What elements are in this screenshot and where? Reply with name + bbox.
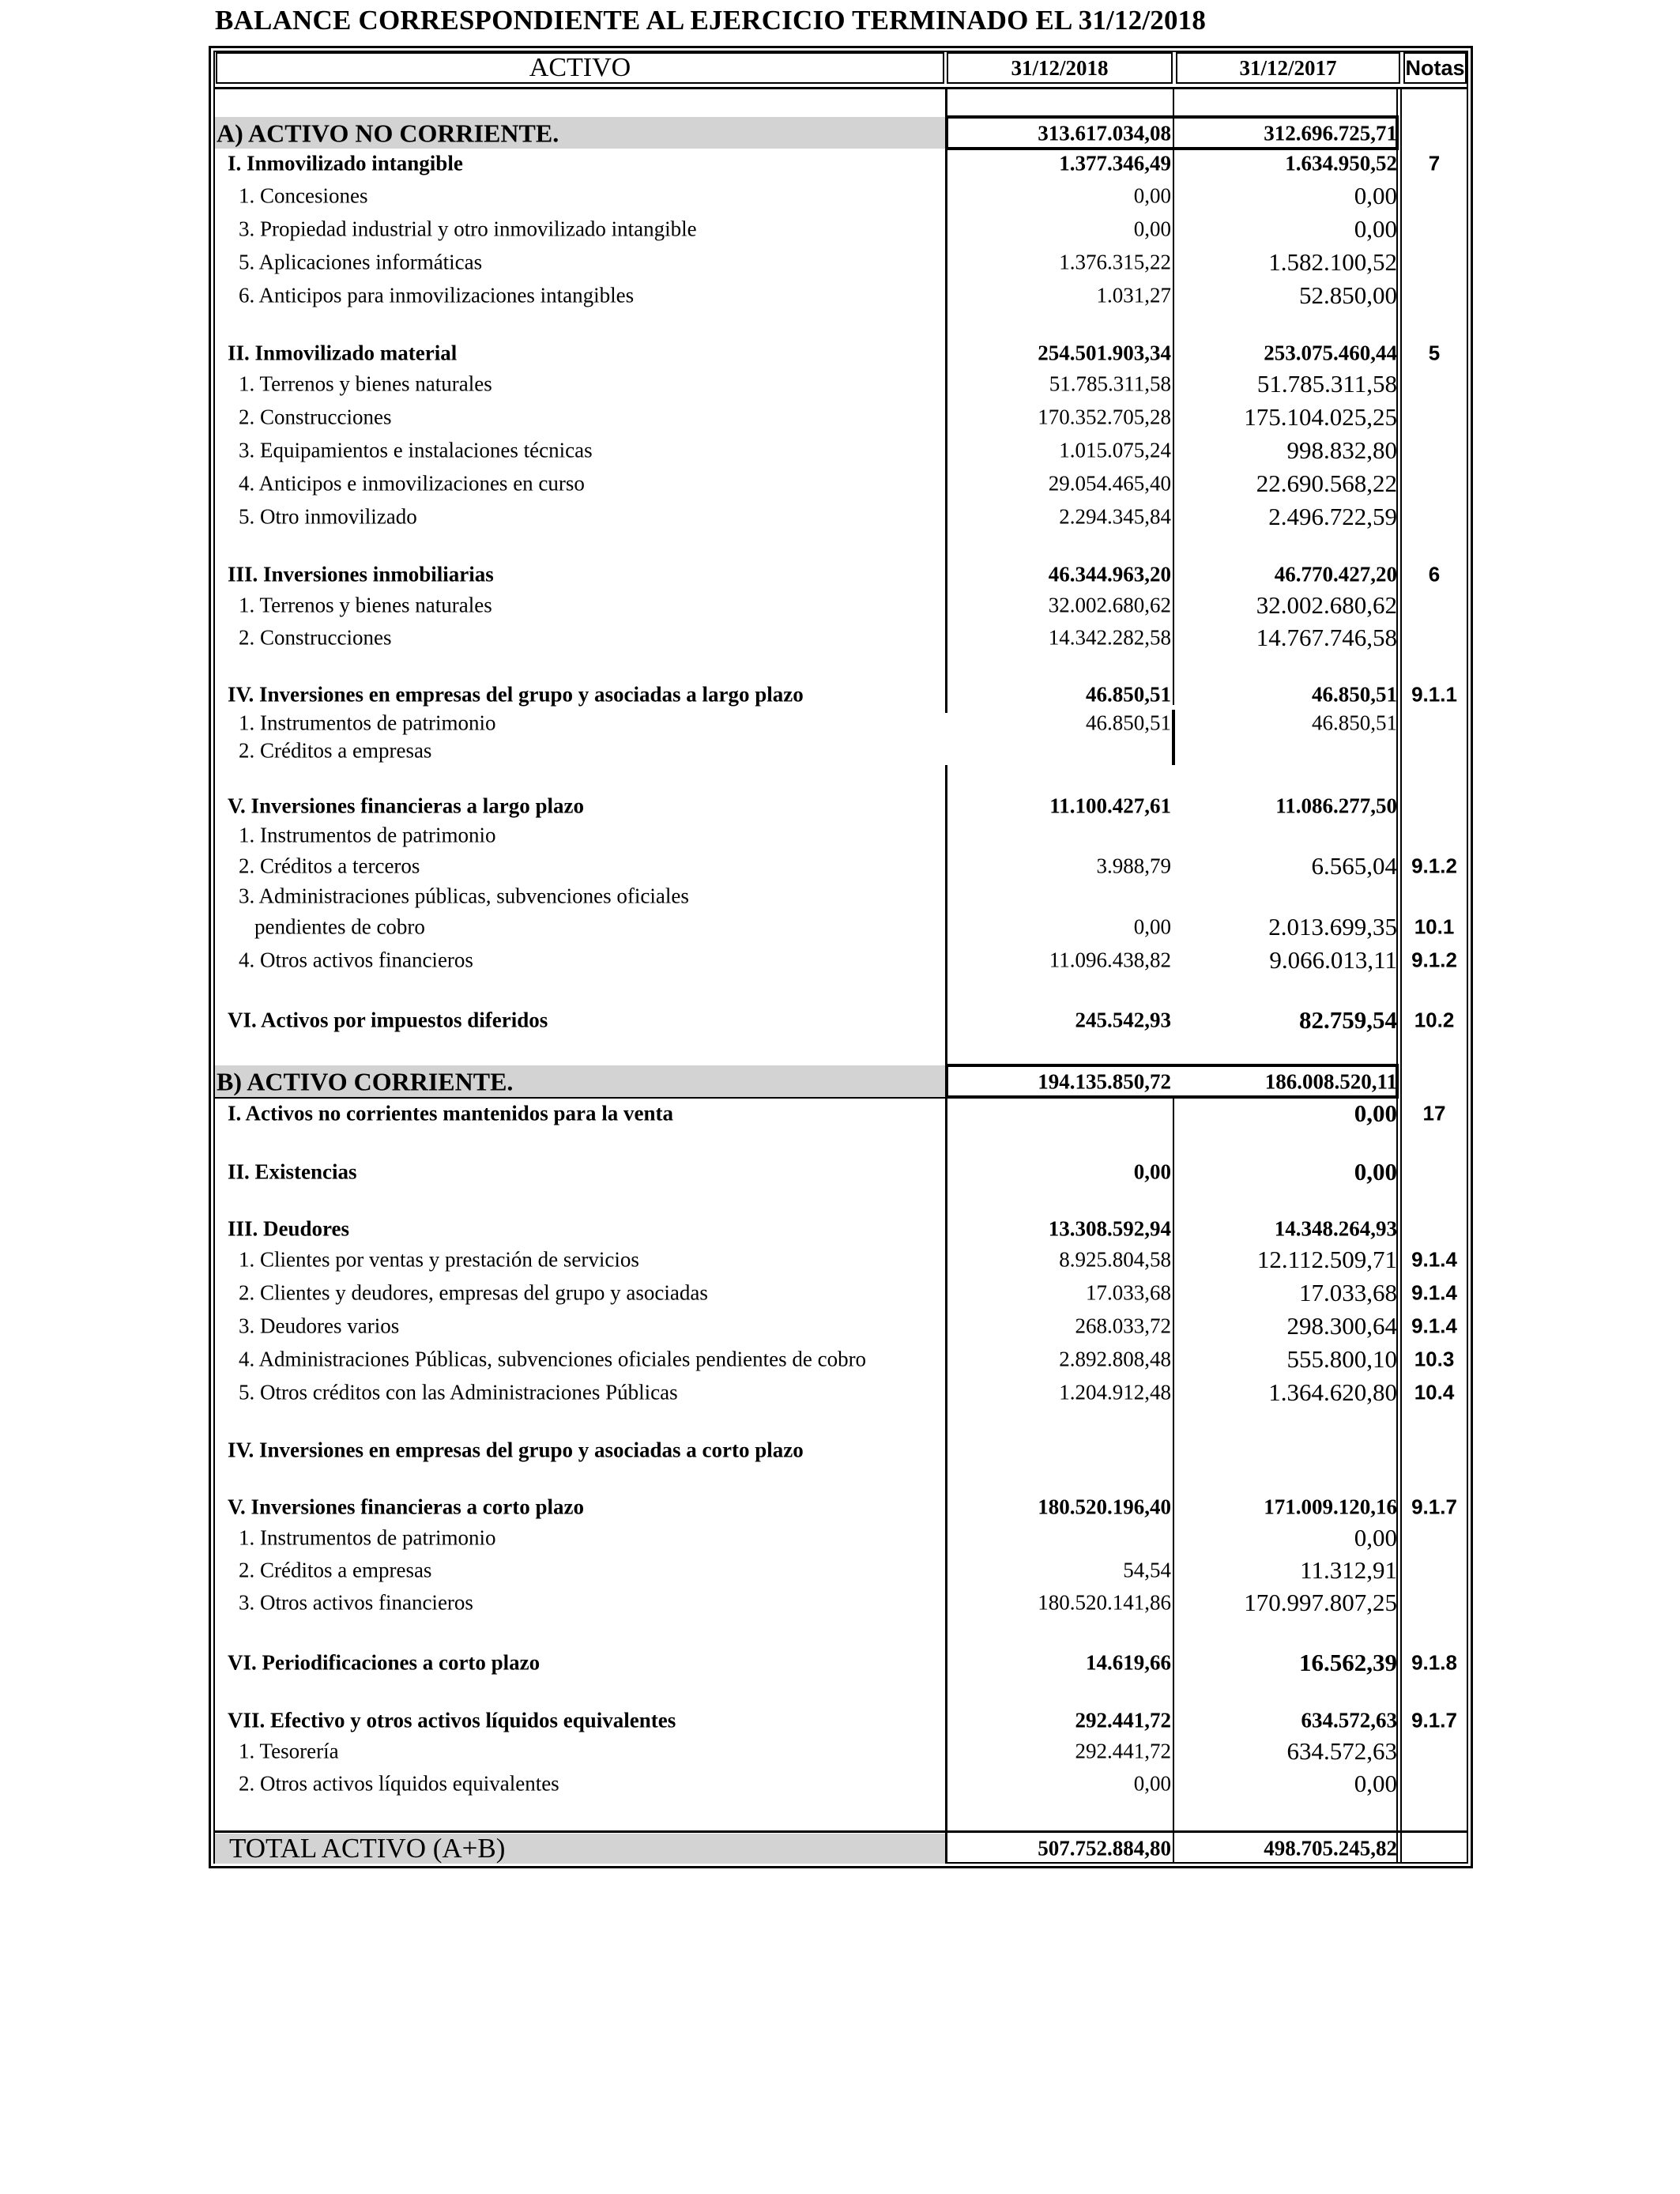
row-label: 4. Otros activos financieros	[239, 948, 473, 972]
value-2017: 298.300,64	[1286, 1312, 1397, 1340]
value-2017: 32.002.680,62	[1256, 591, 1397, 619]
row-anticipos-intangibles	[0, 279, 1680, 312]
row-label: II. Inmovilizado material	[228, 341, 458, 365]
row-label: 4. Anticipos e inmovilizaciones en curso	[239, 471, 585, 496]
row-otros-activos-financieros-2	[0, 1586, 1680, 1619]
row-label: 2. Clientes y deudores, empresas del grupo y asociadas	[239, 1280, 708, 1305]
row-label: III. Deudores	[228, 1216, 350, 1241]
value-2017: 1.364.620,80	[1268, 1378, 1397, 1406]
row-label: VI. Activos por impuestos diferidos	[228, 1008, 548, 1032]
row-label: V. Inversiones financieras a corto plazo	[228, 1495, 584, 1519]
row-otro-inmovilizado	[0, 500, 1680, 533]
row-label: 2. Créditos a empresas	[239, 1558, 432, 1582]
value-2017: 46.850,51	[1312, 682, 1397, 707]
value-2018: 3.988,79	[1096, 854, 1171, 878]
row-label: 1. Clientes por ventas y prestación de servicios	[239, 1247, 639, 1272]
value-2018: 0,00	[1133, 183, 1171, 208]
value-2018: 194.135.850,72	[1038, 1069, 1171, 1094]
value-2018: 1.031,27	[1096, 283, 1171, 307]
row-otros-liquidos	[0, 1767, 1680, 1800]
value-2017: 0,00	[1354, 1770, 1397, 1797]
value-2017: 82.759,54	[1299, 1006, 1397, 1034]
row-clientes-grupo	[0, 1276, 1680, 1310]
value-2018: 46.344.963,20	[1048, 562, 1171, 586]
value-2017: 9.066.013,11	[1269, 946, 1397, 974]
value-2017: 17.033,68	[1299, 1279, 1397, 1306]
header-activo	[216, 52, 944, 84]
row-clientes-ventas	[0, 1243, 1680, 1276]
row-instrumentos-patrimonio-2	[0, 819, 1680, 852]
value-2017: 46.770.427,20	[1274, 562, 1397, 586]
row-label: 6. Anticipos para inmovilizaciones intangibles	[239, 283, 635, 307]
value-2018: 2.294.345,84	[1059, 504, 1171, 529]
row-propiedad-industrial	[0, 213, 1680, 246]
note-ref: 9.1.4	[1411, 1314, 1457, 1338]
row-administraciones-publicas-1	[0, 880, 1680, 913]
row-activo-corriente	[0, 1065, 1680, 1099]
row-label: 1. Instrumentos de patrimonio	[239, 1525, 496, 1550]
row-label: 2. Créditos a terceros	[239, 854, 420, 878]
row-construcciones-2	[0, 621, 1680, 654]
row-otros-creditos-admin	[0, 1376, 1680, 1409]
note-ref: 10.4	[1414, 1380, 1455, 1404]
header-activo-label: ACTIVO	[529, 53, 631, 82]
value-2018: 54,54	[1123, 1558, 1171, 1582]
value-2018: 17.033,68	[1086, 1280, 1171, 1305]
header-col-2018	[947, 52, 1173, 84]
value-2018: 14.342.282,58	[1048, 625, 1171, 650]
row-creditos-terceros	[0, 850, 1680, 883]
value-2017: 6.565,04	[1311, 852, 1397, 880]
note-ref: 17	[1422, 1101, 1446, 1125]
row-label: 2. Otros activos líquidos equivalentes	[239, 1771, 559, 1796]
value-2018: 46.850,51	[1086, 682, 1171, 707]
row-label: V. Inversiones financieras a largo plazo	[228, 794, 584, 818]
row-label: pendientes de cobro	[254, 914, 425, 939]
row-label: 3. Administraciones públicas, subvenciones oficiales	[239, 884, 689, 908]
value-2018: 507.752.884,80	[1038, 1836, 1171, 1860]
note-ref: 6	[1428, 562, 1441, 586]
row-inversiones-inmobiliarias	[0, 558, 1680, 591]
row-label: 1. Instrumentos de patrimonio	[239, 711, 496, 735]
row-label: 3. Deudores varios	[239, 1314, 400, 1338]
value-2017: 14.767.746,58	[1256, 624, 1397, 651]
row-label: B) ACTIVO CORRIENTE.	[217, 1067, 514, 1096]
row-inversiones-financieras-lp	[0, 790, 1680, 823]
row-inmovilizado-material	[0, 337, 1680, 370]
row-terrenos-1	[0, 368, 1680, 401]
note-ref: 9.1.7	[1411, 1495, 1457, 1519]
value-2017: 12.112.509,71	[1256, 1246, 1397, 1273]
value-2018: 8.925.804,58	[1059, 1247, 1171, 1272]
row-creditos-empresas-2	[0, 1554, 1680, 1587]
value-2018: 313.617.034,08	[1038, 121, 1171, 145]
value-2017: 634.572,63	[1301, 1708, 1397, 1732]
row-label: 3. Equipamientos e instalaciones técnicas	[239, 438, 593, 462]
note-ref: 9.1.2	[1411, 854, 1457, 878]
value-2017: 0,00	[1354, 1099, 1397, 1127]
value-2017: 0,00	[1354, 215, 1397, 243]
value-2018: 0,00	[1133, 914, 1171, 939]
note-ref: 7	[1428, 151, 1441, 175]
value-2018: 0,00	[1133, 217, 1171, 241]
value-2018: 14.619,66	[1086, 1650, 1171, 1675]
note-ref: 9.1.1	[1411, 682, 1457, 707]
row-label: 5. Aplicaciones informáticas	[239, 250, 483, 274]
row-pendientes-cobro	[0, 910, 1680, 944]
row-inversiones-grupo-cp	[0, 1434, 1680, 1467]
value-2017: 52.850,00	[1299, 281, 1397, 309]
value-2018: 1.204.912,48	[1059, 1380, 1171, 1404]
note-ref: 10.1	[1414, 914, 1455, 939]
row-terrenos-2	[0, 589, 1680, 622]
row-label: I. Inmovilizado intangible	[228, 151, 463, 175]
row-label: 1. Terrenos y bienes naturales	[239, 593, 492, 617]
value-2018: 46.850,51	[1086, 711, 1171, 735]
row-label: 2. Construcciones	[239, 625, 392, 650]
header-notas	[1403, 52, 1467, 84]
value-2017: 46.850,51	[1312, 711, 1397, 735]
value-2017: 2.013.699,35	[1268, 913, 1397, 941]
row-label: 1. Tesorería	[239, 1739, 339, 1763]
note-ref: 9.1.4	[1411, 1247, 1457, 1272]
row-inversiones-financieras-cp	[0, 1491, 1680, 1524]
row-no-corrientes-venta	[0, 1097, 1680, 1130]
note-ref: 9.1.8	[1411, 1650, 1457, 1675]
row-label: 1. Terrenos y bienes naturales	[239, 371, 492, 396]
value-2017: 11.086.277,50	[1275, 794, 1397, 818]
row-label: 4. Administraciones Públicas, subvenciones oficiales pendientes de cobro	[239, 1347, 867, 1371]
row-creditos-empresas-1	[0, 734, 1680, 767]
row-label: 3. Propiedad industrial y otro inmovilizado intangible	[239, 217, 697, 241]
value-2018: 32.002.680,62	[1048, 593, 1171, 617]
header-notas-label: Notas	[1405, 55, 1465, 80]
row-otros-activos-financieros-1	[0, 944, 1680, 977]
value-2018: 180.520.141,86	[1038, 1590, 1171, 1615]
note-ref: 9.1.4	[1411, 1280, 1457, 1305]
row-label: VII. Efectivo y otros activos líquidos equivalentes	[228, 1708, 676, 1732]
row-label: 5. Otros créditos con las Administraciones Públicas	[239, 1380, 678, 1404]
header-col-2018-label: 31/12/2018	[1011, 55, 1109, 80]
document-title: BALANCE CORRESPONDIENTE AL EJERCICIO TERMINADO EL 31/12/2018	[215, 5, 1207, 36]
row-label: II. Existencias	[228, 1159, 357, 1184]
value-2017: 998.832,80	[1286, 436, 1397, 464]
value-2018: 1.377.346,49	[1059, 151, 1171, 175]
value-2017: 2.496.722,59	[1268, 503, 1397, 530]
row-tesoreria	[0, 1735, 1680, 1768]
row-aplicaciones-informaticas	[0, 246, 1680, 279]
value-2018: 292.441,72	[1075, 1739, 1171, 1763]
header-bottom-rule	[213, 87, 1468, 89]
row-existencias	[0, 1155, 1680, 1189]
value-2018: 0,00	[1133, 1159, 1171, 1184]
value-2017: 0,00	[1354, 1524, 1397, 1551]
value-2017: 498.705.245,82	[1264, 1836, 1397, 1860]
row-equipamientos	[0, 434, 1680, 467]
value-2017: 1.634.950,52	[1285, 151, 1397, 175]
row-label: 2. Créditos a empresas	[239, 738, 432, 763]
value-2018: 245.542,93	[1075, 1008, 1171, 1032]
value-2017: 16.562,39	[1299, 1649, 1397, 1676]
value-2018: 1.015.075,24	[1059, 438, 1171, 462]
value-2017: 11.312,91	[1300, 1556, 1397, 1584]
row-label: VI. Periodificaciones a corto plazo	[228, 1650, 541, 1675]
row-label: 3. Otros activos financieros	[239, 1590, 473, 1615]
value-2017: 555.800,10	[1286, 1345, 1397, 1373]
value-2018: 11.096.438,82	[1049, 948, 1171, 972]
note-ref: 10.2	[1414, 1008, 1455, 1032]
header-col-2017	[1176, 52, 1400, 84]
value-2017: 1.582.100,52	[1268, 248, 1397, 276]
row-label: 2. Construcciones	[239, 405, 392, 429]
note-ref: 9.1.2	[1411, 948, 1457, 972]
value-2018: 268.033,72	[1075, 1314, 1171, 1338]
value-2018: 13.308.592,94	[1048, 1216, 1171, 1241]
row-impuestos-diferidos	[0, 1004, 1680, 1037]
row-concesiones	[0, 179, 1680, 213]
value-2017: 170.997.807,25	[1244, 1589, 1397, 1616]
row-label: A) ACTIVO NO CORRIENTE.	[217, 119, 559, 148]
value-2018: 2.892.808,48	[1059, 1347, 1171, 1371]
value-2018: 254.501.903,34	[1038, 341, 1171, 365]
value-2018: 170.352.705,28	[1038, 405, 1171, 429]
row-total-activo	[0, 1832, 1680, 1865]
value-2017: 253.075.460,44	[1264, 341, 1397, 365]
row-label: 1. Instrumentos de patrimonio	[239, 823, 496, 847]
row-anticipos-en-curso	[0, 467, 1680, 500]
row-label: III. Inversiones inmobiliarias	[228, 562, 494, 586]
row-periodificaciones-cp	[0, 1646, 1680, 1679]
note-ref: 5	[1428, 341, 1441, 365]
value-2017: 175.104.025,25	[1244, 403, 1397, 431]
note-ref: 10.3	[1414, 1347, 1455, 1371]
value-2017: 51.785.311,58	[1256, 370, 1397, 398]
value-2018: 51.785.311,58	[1049, 371, 1171, 396]
row-construcciones-1	[0, 401, 1680, 434]
row-label: IV. Inversiones en empresas del grupo y asociadas a largo plazo	[228, 682, 804, 707]
row-efectivo	[0, 1704, 1680, 1737]
value-2018: 180.520.196,40	[1038, 1495, 1171, 1519]
value-2017: 312.696.725,71	[1264, 121, 1397, 145]
value-2017: 186.008.520,11	[1264, 1069, 1397, 1094]
row-label: TOTAL ACTIVO (A+B)	[229, 1833, 506, 1864]
header-col-2017-label: 31/12/2017	[1239, 55, 1337, 80]
row-deudores	[0, 1212, 1680, 1246]
value-2018: 29.054.465,40	[1048, 471, 1171, 496]
row-deudores-varios	[0, 1310, 1680, 1343]
row-label: 1. Concesiones	[239, 183, 368, 208]
value-2017: 634.572,63	[1286, 1737, 1397, 1765]
row-label: I. Activos no corrientes mantenidos para la venta	[228, 1101, 673, 1125]
row-activo-no-corriente	[0, 117, 1680, 150]
row-administraciones-publicas-2	[0, 1343, 1680, 1376]
row-label: 5. Otro inmovilizado	[239, 504, 417, 529]
row-label: IV. Inversiones en empresas del grupo y asociadas a corto plazo	[228, 1438, 804, 1462]
value-2017: 14.348.264,93	[1274, 1216, 1397, 1241]
value-2017: 0,00	[1354, 1158, 1397, 1186]
value-2018: 11.100.427,61	[1049, 794, 1171, 818]
row-inmovilizado-intangible	[0, 147, 1680, 180]
row-instrumentos-patrimonio-3	[0, 1521, 1680, 1555]
value-2017: 22.690.568,22	[1256, 469, 1397, 497]
value-2018: 292.441,72	[1075, 1708, 1171, 1732]
value-2018: 1.376.315,22	[1059, 250, 1171, 274]
value-2017: 171.009.120,16	[1264, 1495, 1397, 1519]
note-ref: 9.1.7	[1411, 1708, 1457, 1732]
value-2018: 0,00	[1133, 1771, 1171, 1796]
value-2017: 0,00	[1354, 182, 1397, 209]
